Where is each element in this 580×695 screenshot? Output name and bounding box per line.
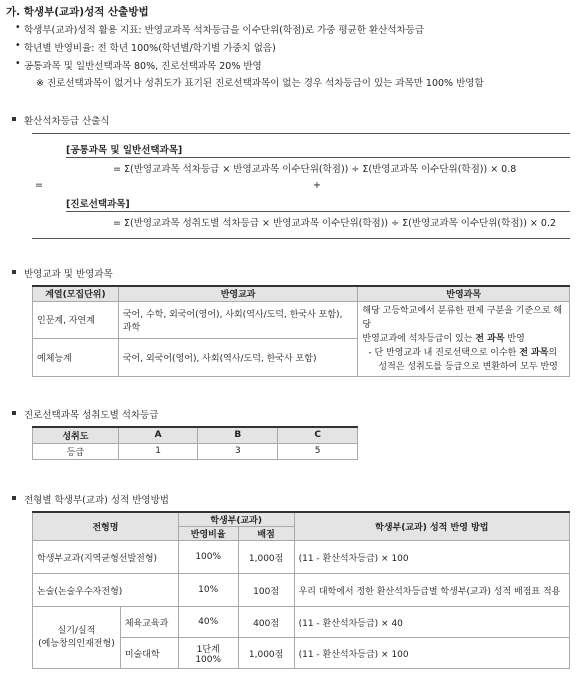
achievement-cell: 3 xyxy=(198,443,278,459)
practical-label: 실기/실적 xyxy=(57,625,96,636)
formula-part2-label: [진로선택과목] xyxy=(66,199,130,210)
subjects-header: 계열(모집단위) xyxy=(33,286,119,301)
section-formula-title: 환산석차등급 산출식 xyxy=(12,113,110,127)
reflect-line: 반영교과에 석차등급이 있는 전 과목 반영 xyxy=(362,333,525,344)
formula-part2-expression: = Σ(반영교과목 성취도별 석차등급 × 반영교과목 이수단위(학점)) ÷ Σ(반영교과목 이수단위(학점)) × 0.2 xyxy=(113,218,557,229)
admission-header: 전형명 xyxy=(33,512,179,541)
subjects-cell: 국어, 외국어(영어), 사회(역사/도덕, 한국사 포함) xyxy=(118,339,358,377)
achievement-row-label: 등급 xyxy=(33,443,119,459)
subjects-reflect-cell xyxy=(358,301,570,376)
section-admission-title: 전형별 학생부(교과) 성적 반영방법 xyxy=(12,492,169,506)
subjects-field-cell: 예체능계 xyxy=(33,339,119,377)
formula-equal-sign: = xyxy=(35,180,43,191)
admission-practical-cell xyxy=(33,607,121,669)
reflect-line: - 단 반영교과 내 진로선택으로 이수한 전 과목의 xyxy=(368,347,558,358)
intro-note: ※ 진로선택과목이 없거나 성취도가 표기된 진로선택과목이 없는 경우 석차등급이 있는 과목만 100% 반영함 xyxy=(36,78,484,89)
achievement-cell: 1 xyxy=(118,443,198,459)
admission-ratio-cell: 10% xyxy=(178,574,238,607)
subjects-cell: 국어, 수학, 외국어(영어), 사회(역사/도덕, 한국사 포함), 과학 xyxy=(118,301,358,339)
admission-ratio-cell: 100% xyxy=(178,541,238,574)
achievement-header: C xyxy=(278,427,358,443)
reflect-line: 해당 고등학교에서 분류한 편제 구분을 기준으로 해당 xyxy=(362,305,563,330)
admission-table xyxy=(32,511,570,669)
reflect-line: 성적은 성취도를 등급으로 변환하여 모두 반영 xyxy=(378,361,558,372)
formula-part1-underline xyxy=(66,157,570,158)
admission-header: 배점 xyxy=(238,527,294,541)
achievement-table xyxy=(32,426,358,460)
subjects-table xyxy=(32,285,570,377)
achievement-header: B xyxy=(198,427,278,443)
admission-dept-cell: 체육교육과 xyxy=(120,607,178,638)
formula-part2-underline xyxy=(66,211,570,212)
admission-header: 학생부(교과) 성적 반영 방법 xyxy=(294,512,569,541)
intro-bullet: • 공통과목 및 일반선택과목 80%, 진로선택과목 20% 반영 xyxy=(24,58,262,72)
section-achievement-title: 진로선택과목 성취도별 석차등급 xyxy=(12,407,159,421)
admission-dept-cell: 미술대학 xyxy=(120,638,178,669)
intro-bullet: • 학생부(교과)성적 활용 지표: 반영교과목 석차등급을 이수단위(학점)로 가중 평균한 환산석차등급 xyxy=(24,22,424,36)
subjects-header: 반영교과 xyxy=(118,286,358,301)
subjects-field-cell: 인문계, 자연계 xyxy=(33,301,119,339)
admission-method-cell: 우리 대학에서 정한 환산석차등급별 학생부(교과) 성적 배점표 적용 xyxy=(294,574,569,607)
page-heading: 가. 학생부(교과)성적 산출방법 xyxy=(6,6,149,18)
admission-score-cell: 1,000점 xyxy=(238,638,294,669)
admission-method-cell: (11 - 환산석차등급) × 40 xyxy=(294,607,569,638)
practical-sublabel: (예능창의인재전형) xyxy=(38,638,115,649)
admission-type-cell: 학생부교과(지역균형선발전형) xyxy=(33,541,179,574)
formula-part1-label: [공통과목 및 일반선택과목] xyxy=(66,145,183,156)
formula-plus: + xyxy=(313,180,321,191)
admission-type-cell: 논술(논술우수자전형) xyxy=(33,574,179,607)
intro-bullet: • 학년별 반영비율: 전 학년 100%(학년별/학기별 가중치 없음) xyxy=(24,40,276,54)
admission-score-cell: 100점 xyxy=(238,574,294,607)
admission-ratio-cell: 40% xyxy=(178,607,238,638)
achievement-header: 성취도 xyxy=(33,427,119,443)
admission-header: 학생부(교과) xyxy=(178,512,294,527)
achievement-cell: 5 xyxy=(278,443,358,459)
admission-score-cell: 1,000점 xyxy=(238,541,294,574)
admission-method-cell: (11 - 환산석차등급) × 100 xyxy=(294,638,569,669)
admission-method-cell: (11 - 환산석차등급) × 100 xyxy=(294,541,569,574)
achievement-header: A xyxy=(118,427,198,443)
admission-score-cell: 400점 xyxy=(238,607,294,638)
subjects-header: 반영과목 xyxy=(358,286,570,301)
section-subjects-title: 반영교과 및 반영과목 xyxy=(12,266,113,280)
admission-ratio-cell: 1단계 100% xyxy=(178,638,238,669)
admission-header: 반영비율 xyxy=(178,527,238,541)
formula-part1-expression: = Σ(반영교과목 석차등급 × 반영교과목 이수단위(학점)) ÷ Σ(반영교과목 이수단위(학점)) × 0.8 xyxy=(113,164,517,175)
